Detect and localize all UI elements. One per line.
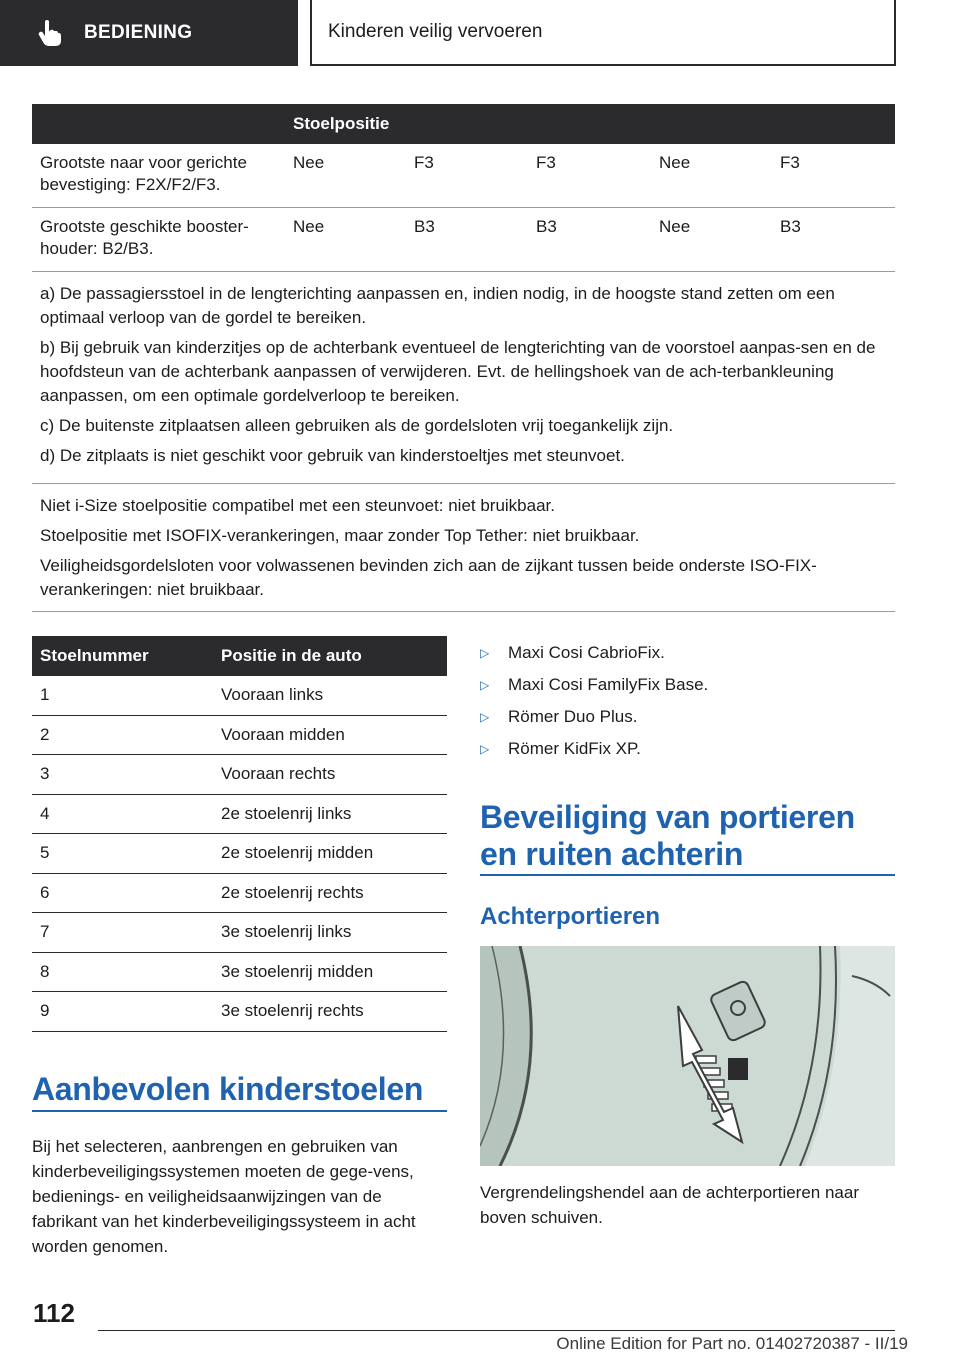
seat-position: 2e stoelenrij links [221, 803, 352, 823]
cell: Nee [293, 217, 325, 236]
seat-position: 2e stoelenrij midden [221, 843, 374, 862]
cell: F3 [780, 153, 800, 172]
seat-position: 3e stoelenrij rechts [221, 1001, 364, 1020]
table-remarks [32, 484, 895, 612]
list-item [480, 701, 895, 733]
list-item-text: Maxi Cosi FamilyFix Base. [508, 675, 709, 694]
remark: Niet i-Size stoelpositie compatibel met een steunvoet: niet bruikbaar. [40, 496, 555, 515]
table-row [32, 716, 447, 756]
table-row [32, 834, 447, 874]
cell: F3 [414, 153, 434, 172]
list-item-text: Maxi Cosi CabrioFix. [508, 643, 665, 662]
remark: Stoelpositie met ISOFIX-verankeringen, maar zonder Top Tether: niet bruikbaar. [40, 526, 640, 545]
rear-doors-subheading: Achterportieren [480, 903, 661, 930]
cell: B3 [536, 217, 557, 236]
seat-number-table-header [32, 636, 447, 676]
list-item [480, 669, 895, 701]
seat-number: 4 [40, 803, 50, 823]
table-row [32, 795, 447, 835]
recommended-seats-list [480, 637, 895, 765]
recommended-seats-text: Bij het selecteren, aanbrengen en gebruiken van kinderbeveiligingssystemen moeten de gege-vens, bedienings- en veiligheidsaanwijzingen van de fabrikant van het kinderbeveiligingssysteem in acht worden genomen. [32, 1137, 416, 1256]
section-tab [0, 0, 298, 66]
heading-rule [32, 1110, 447, 1112]
footer-rule [98, 1330, 895, 1331]
footnote: b) Bij gebruik van kinderzitjes op de achterbank eventueel de lengterichting van de voorstoel aanpas-sen en de hoofdsteun van de achterbank aanpassen of verwijderen. Evt. de hellingshoek van de ach-terbankleuning aanpassen, om een optimale gordelverloop te bereiken. [40, 338, 876, 405]
table-row [32, 953, 447, 993]
table-row [32, 992, 447, 1032]
seat-position: 2e stoelenrij rechts [221, 882, 364, 902]
table-row [32, 755, 447, 795]
page-number: 112 [33, 1298, 75, 1328]
seat-position: Vooraan rechts [221, 764, 336, 783]
row-label: Grootste naar voor gerichte bevestiging: F2X/F2/F3. [40, 153, 247, 194]
seat-number: 8 [40, 961, 50, 981]
cell: B3 [780, 217, 801, 236]
cell: B3 [414, 217, 435, 236]
chapter-title: Kinderen veilig vervoeren [328, 21, 543, 42]
seat-position: 3e stoelenrij midden [221, 961, 374, 981]
table-row [32, 874, 447, 914]
seat-position: 3e stoelenrij links [221, 922, 352, 941]
table-footnotes [32, 272, 895, 484]
footer-edition: Online Edition for Part no. 01402720387 - II/19 [556, 1334, 908, 1353]
seat-number: 9 [40, 1001, 50, 1020]
seat-position-table-header [32, 104, 895, 144]
hand-pointer-icon [36, 18, 64, 48]
heading-rule [480, 874, 895, 876]
column-header: Positie in de auto [221, 646, 362, 665]
footnote: c) De buitenste zitplaatsen alleen gebruiken als de gordelsloten vrij toegankelijk zijn. [40, 416, 674, 435]
table-row [32, 144, 895, 208]
recommended-seats-heading: Aanbevolen kinderstoelen [32, 1071, 424, 1107]
triangle-bullet-icon: ▷ [480, 710, 490, 724]
cell: Nee [659, 153, 691, 172]
footnote: d) De zitplaats is niet geschikt voor gebruik van kinderstoeltjes met steunvoet. [40, 446, 625, 465]
figure-caption: Vergrendelingshendel aan de achterportieren naar boven schuiven. [480, 1183, 859, 1227]
column-header: Stoelnummer [40, 646, 149, 665]
cell: Nee [293, 153, 325, 172]
seat-number: 2 [40, 724, 50, 744]
table-row [32, 676, 447, 716]
seat-position: Vooraan links [221, 685, 324, 704]
door-lock-illustration [480, 946, 895, 1166]
seat-number: 5 [40, 843, 50, 862]
table-heading: Stoelpositie [293, 114, 390, 133]
row-label: Grootste geschikte booster-houder: B2/B3. [40, 217, 249, 258]
remark: Veiligheidsgordelsloten voor volwassenen bevinden zich aan de zijkant tussen beide onderste ISO-FIX-verankeringen: niet bruikbaar. [40, 556, 817, 599]
seat-position: Vooraan midden [221, 724, 345, 744]
door-security-heading-line1: Beveiliging van portieren [480, 799, 855, 835]
seat-number: 6 [40, 882, 50, 902]
table-row [32, 913, 447, 953]
seat-number: 3 [40, 764, 50, 783]
list-item [480, 637, 895, 669]
triangle-bullet-icon: ▷ [480, 646, 490, 660]
footnote: a) De passagiersstoel in de lengterichting aanpassen en, indien nodig, in de hoogste stand zetten om een optimaal verloop van de gordel te bereiken. [40, 284, 835, 327]
triangle-bullet-icon: ▷ [480, 678, 490, 692]
door-security-heading-line2: en ruiten achterin [480, 836, 744, 872]
triangle-bullet-icon: ▷ [480, 742, 490, 756]
seat-number: 1 [40, 685, 50, 704]
cell: Nee [659, 217, 691, 236]
cell: F3 [536, 153, 556, 172]
list-item [480, 733, 895, 765]
table-row [32, 208, 895, 272]
seat-number: 7 [40, 922, 50, 941]
chapter-tab [310, 0, 896, 66]
list-item-text: Römer Duo Plus. [508, 707, 638, 726]
list-item-text: Römer KidFix XP. [508, 739, 641, 758]
section-title: BEDIENING [84, 22, 193, 43]
